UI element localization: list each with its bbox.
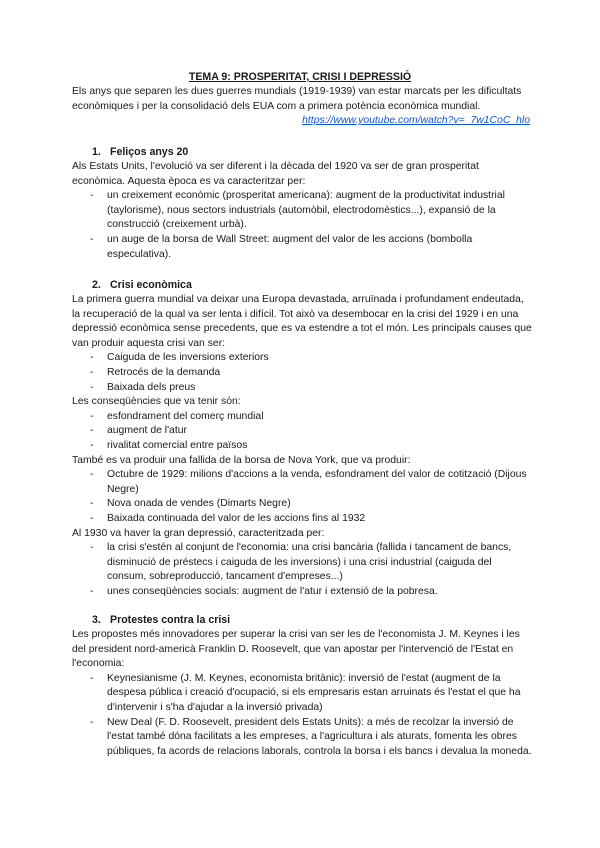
intro-text: Els anys que separen les dues guerres mundials (1919-1939) van estar marcats per les dificultats econòmiques i per la consolidació dels EUA com a primera potència econòmica mundial. [72,86,522,112]
section-number: 1. [92,146,101,158]
depression-list [72,541,532,599]
depression-intro: Al 1930 va haver la gran depressió, caracteritzada per: [72,527,325,539]
list-item: - rivalitat comercial entre països [72,439,532,454]
list-item: - unes conseqüències socials: augment de l'atur i extensió de la pobresa. [72,585,532,600]
list-item: - New Deal (F. D. Roosevelt, president dels Estats Units): a més de recolzar la inversió de l'estat també dóna facilitats a les empreses, a l'agricultura i als aturats, fomenta les obres públiques, fa acords de relacions laborals, controla la borsa i els bancs i devalua la moneda. [72,716,532,760]
list-item: - un auge de la borsa de Wall Street: augment del valor de les accions (bombolla especulativa). [72,233,532,262]
section-3-body [72,628,532,759]
list-item: - augment de l'atur [72,424,532,439]
section-2-heading [92,278,192,293]
list-item: - Nova onada de vendes (Dimarts Negre) [72,497,532,512]
section-1-intro: Als Estats Units, l'evolució va ser diferent i la dècada del 1920 va ser de gran prosperitat econòmica. Aquesta època es va caracteritzar per: [72,161,479,187]
crash-list [72,468,532,526]
list-item: - esfondrament del comerç mundial [72,410,532,425]
section-number: 2. [92,279,101,291]
list-item: - Caiguda de les inversions exteriors [72,351,532,366]
section-1-heading [92,145,188,160]
consequences-list [72,410,532,454]
intro-paragraph [72,85,530,129]
consequences-intro: Les conseqüències que va tenir són: [72,396,241,408]
section-title: Protestes contra la crisi [110,614,231,626]
list-item: - Baixada dels preus [72,381,532,396]
crash-intro: També es va produir una fallida de la borsa de Nova York, que va produir: [72,454,411,466]
section-title: Feliços anys 20 [110,146,189,158]
section-1-body [72,160,532,262]
list-item: - Keynesianisme (J. M. Keynes, economista britànic): inversió de l'estat (augment de la despesa pública i creació d'ocupació, si els empresaris estan arruinats és l'estat el que ha d'intervenir i s'ha d'ajudar a la inversió privada) [72,672,532,716]
section-3-heading [92,613,230,628]
section-number: 3. [92,614,101,626]
list-item: - Baixada continuada del valor de les accions fins al 1932 [72,512,532,527]
list-item: - la crisi s'estén al conjunt de l'economia: una crisi bancària (fallida i tancament de bancs, disminució de préstecs i caiguda de les inversions) i una crisi industrial (caiguda del consum, sobreproducció, tancament d'empreses...) [72,541,532,585]
list-item: - Retrocés de la demanda [72,366,532,381]
causes-list [72,351,532,395]
page-title: TEMA 9: PROSPERITAT, CRISI I DEPRESSIÓ [188,71,412,83]
section-3-list [72,672,532,760]
list-item: - un creixement econòmic (prosperitat americana): augment de la productivitat industrial (taylorisme), nous sectors industrials (automòbil, electrodomèstics...), expansió de la construcció (creixement urbà). [72,189,532,233]
section-title: Crisi econòmica [110,279,192,291]
section-1-list [72,189,532,262]
video-link[interactable]: https://www.youtube.com/watch?v=_7w1CoC_hlo [302,115,530,127]
list-item: - Octubre de 1929: milions d'accions a la venda, esfondrament del valor de cotització (Dijous Negre) [72,468,532,497]
section-2-body [72,293,532,599]
section-2-intro: La primera guerra mundial va deixar una Europa devastada, arruïnada i profundament endeutada, la recuperació de la qual va ser lenta i difícil. Tot això va desembocar en la crisi del 1929 i en una depressió econòmica sense precedents, que es va estendre a tot el món. Les principals causes que van produir aquesta crisi van ser: [72,294,532,349]
section-3-intro: Les propostes més innovadores per superar la crisi van ser les de l'economista J. M. Keynes i les del president nord-americà Franklin D. Roosevelt, que van apostar per l'intervenció de l'Estat en l'economia: [72,629,520,670]
